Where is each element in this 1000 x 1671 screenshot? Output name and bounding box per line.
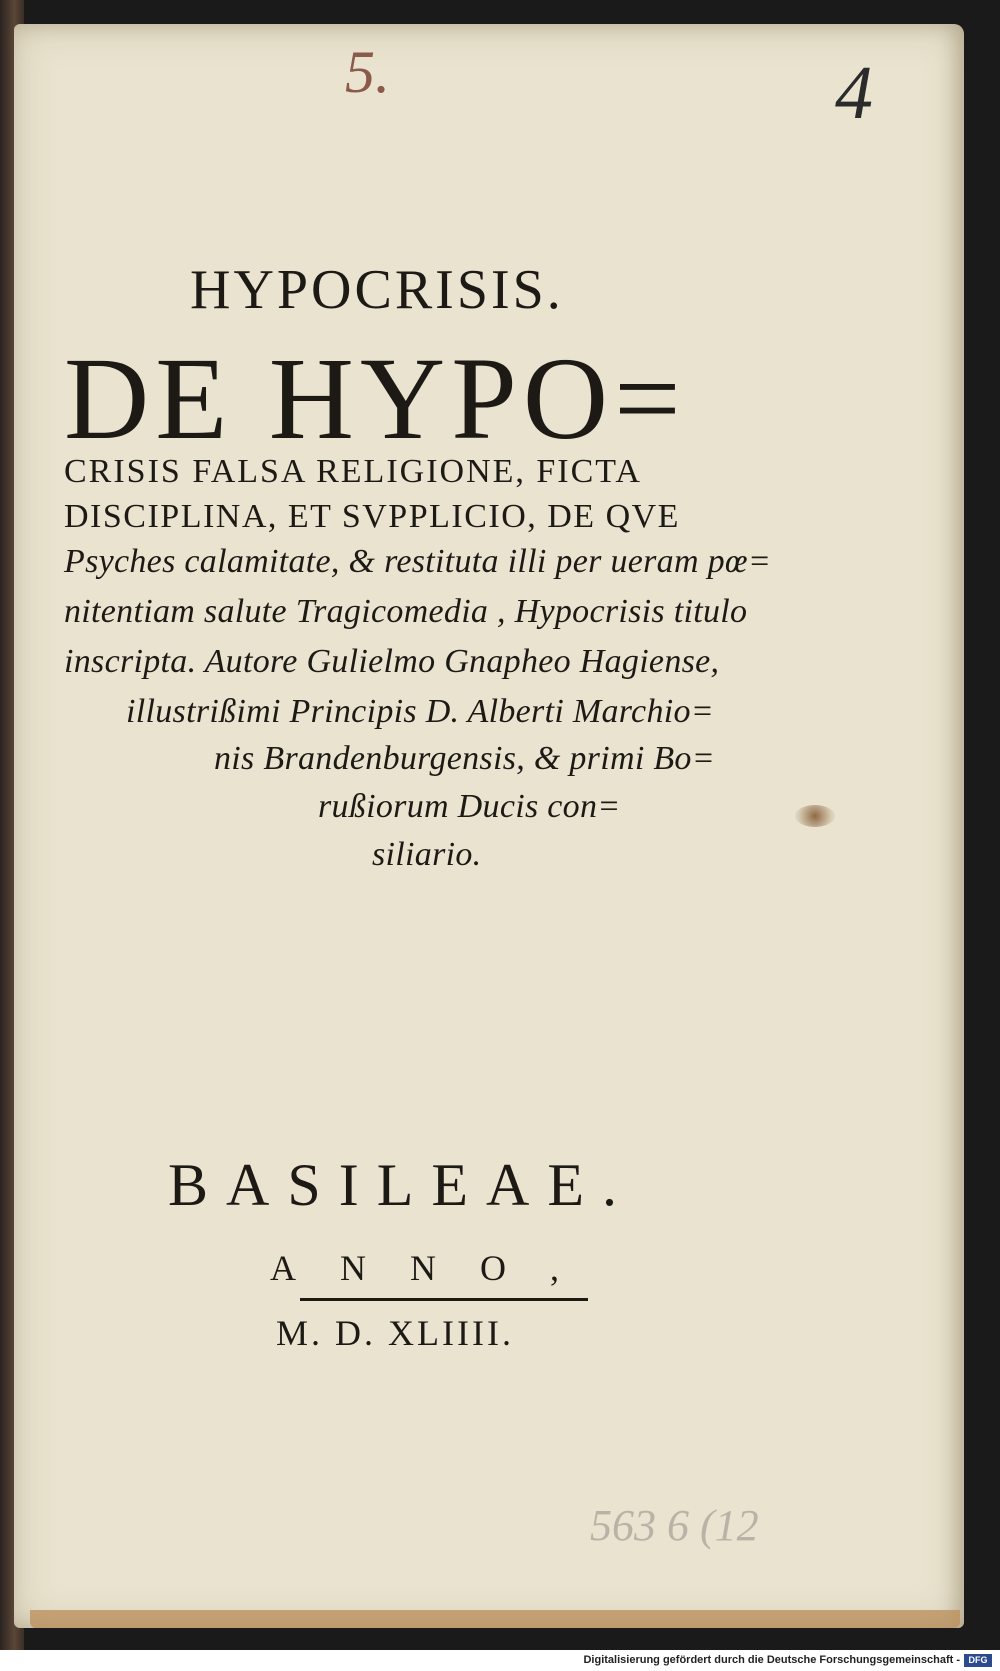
imprint-anno: ANNO, [270,1248,603,1288]
handwritten-number-top: 5. [345,39,390,105]
footer-credit: Digitalisierung gefördert durch die Deutsche Forschungsgemeinschaft - [583,1654,960,1666]
imprint-place: BASILEAE. [168,1152,635,1218]
title-line-2: DISCIPLINA, ET SVPPLICIO, DE QVE [64,498,680,535]
title-line-4: nitentiam salute Tragicomedia , Hypocrisis titulo [64,593,748,630]
title-line-7: nis Brandenburgensis, & primi Bo= [214,740,715,777]
handwritten-page-number: 4 [835,51,873,135]
title-heading: HYPOCRISIS. [190,259,564,321]
title-line-5: inscripta. Autore Gulielmo Gnapheo Hagiense, [64,643,720,680]
page-bottom-edge [30,1610,960,1628]
title-line-1: CRISIS FALSA RELIGIONE, FICTA [64,453,642,490]
handwritten-shelfmark: 563 6 (12 [590,1501,759,1550]
title-line-6: illustrißimi Principis D. Alberti Marchio= [126,693,715,730]
dfg-logo: DFG [964,1654,992,1667]
title-line-8: rußiorum Ducis con= [318,788,621,825]
digitization-footer [0,1650,1000,1671]
title-large: DE HYPO= [64,333,687,464]
imprint-rule [300,1298,588,1301]
paper-stain [795,805,835,827]
title-line-3: Psyches calamitate, & restituta illi per ueram pœ= [64,543,772,580]
imprint-year: M. D. XLIIII. [276,1313,514,1353]
title-line-9: siliario. [372,836,482,873]
